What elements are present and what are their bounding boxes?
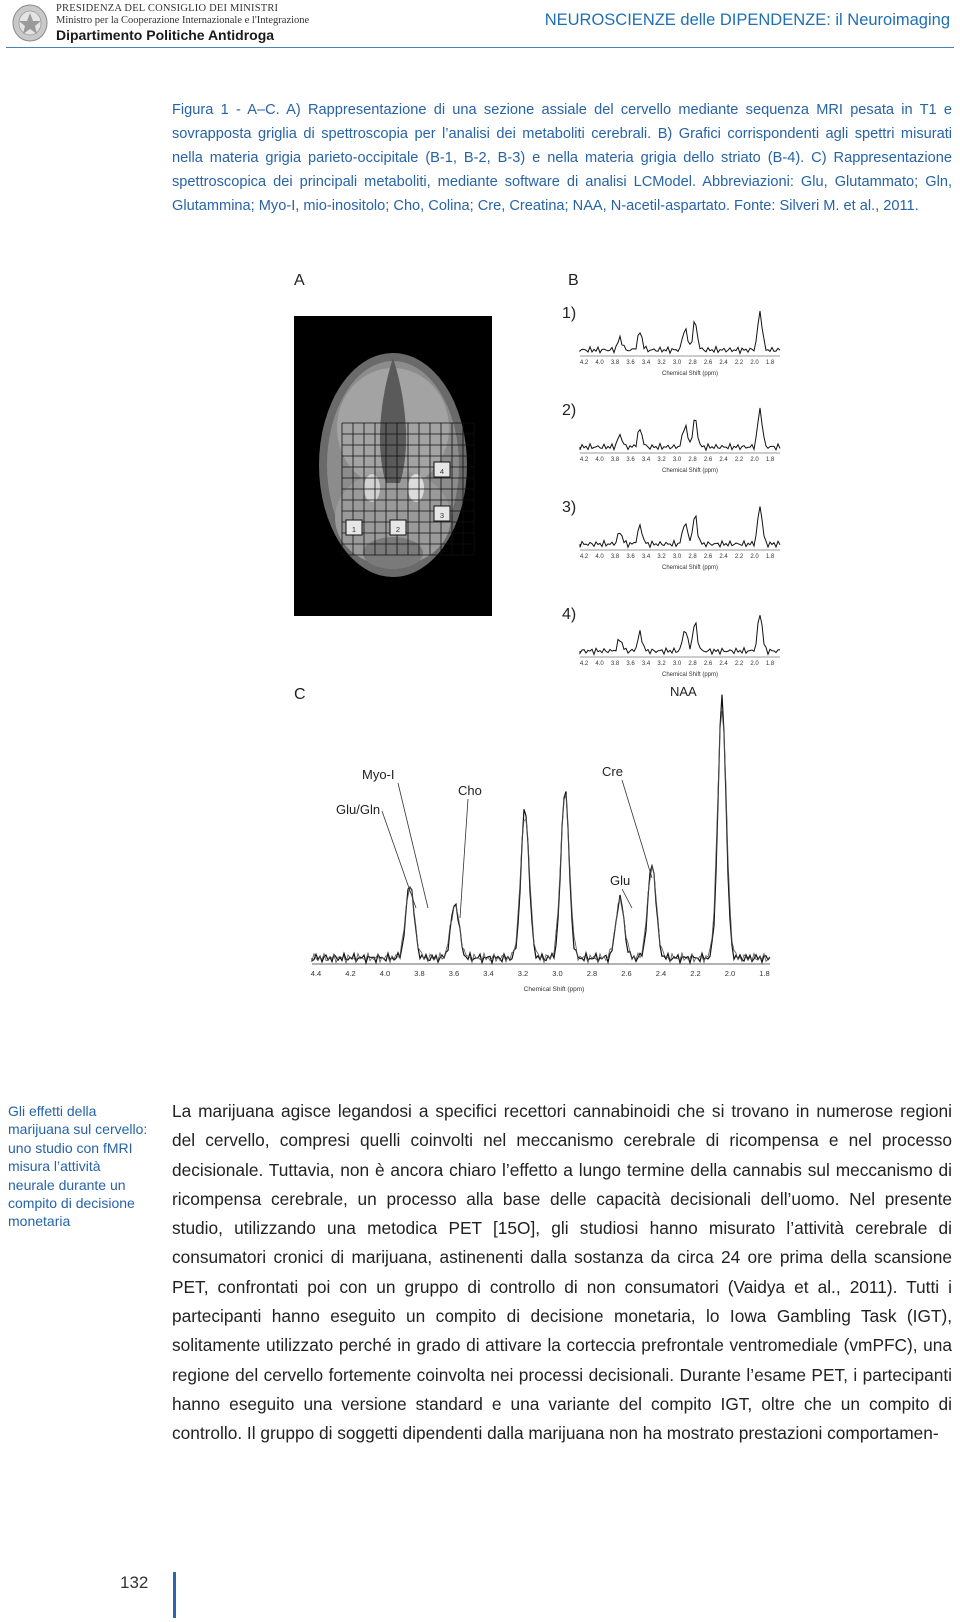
- panel-c-label: C: [294, 686, 306, 703]
- spectrum-tick-label: 3.0: [672, 661, 682, 667]
- spectrum-tick-label: 2.8: [688, 360, 697, 366]
- spectrum-tick-label: 2.8: [688, 457, 697, 463]
- spectrum-tick-label: 4.0: [595, 554, 604, 560]
- spectrum-tick-label: 3.8: [610, 661, 620, 667]
- spectrum-tick-label: 2.4: [719, 360, 728, 366]
- main-tick-label: 2.2: [690, 969, 701, 978]
- spectroscopy-figure: [290, 268, 950, 1028]
- spectrum-tick-label: 2.2: [734, 661, 744, 667]
- peak-label: Glu/Gln: [336, 802, 381, 817]
- main-spectrum-trace: [312, 711, 770, 963]
- spectrum-tick-label: 3.6: [626, 554, 635, 560]
- main-tick-label: 2.0: [724, 969, 736, 978]
- spectrum-tick-label: 3.6: [626, 661, 635, 667]
- voxel-label: 1: [351, 525, 357, 534]
- spectrum-tick-label: 4.2: [579, 554, 589, 560]
- spectrum-tick-label: 3.0: [672, 360, 682, 366]
- spectrum-tick-label: 1.8: [765, 360, 775, 366]
- organization-name: [56, 3, 356, 44]
- spectrum-tick-label: 3.4: [641, 360, 651, 366]
- peak-leader-line: [622, 780, 652, 878]
- spectrum-tick-label: 4.2: [579, 457, 589, 463]
- spectrum-tick-label: 2.2: [734, 554, 744, 560]
- voxel-label: 3: [439, 511, 445, 520]
- panel-a-label: A: [294, 272, 305, 289]
- spectrum-tick-label: 2.4: [719, 661, 728, 667]
- spectrum-trace: [580, 615, 780, 654]
- spectrum-tick-label: 3.8: [610, 457, 620, 463]
- main-tick-label: 2.4: [655, 969, 667, 978]
- org-line-presidenza: PRESIDENZA DEL CONSIGLIO DEI MINISTRI: [56, 3, 279, 14]
- spectrum-tick-label: 3.6: [626, 457, 635, 463]
- spectrum-tick-label: 3.2: [657, 457, 666, 463]
- spectrum-tick-label: 3.4: [641, 554, 651, 560]
- org-line-ministro: Ministro per la Cooperazione Internazionale e l'Integrazione: [56, 15, 310, 26]
- peak-label: Myo-I: [362, 767, 395, 782]
- spectrum-tick-label: 4.2: [579, 360, 589, 366]
- spectrum-tick-label: 3.2: [657, 554, 666, 560]
- spectrum-tick-label: 3.4: [641, 661, 651, 667]
- main-axis-title: Chemical Shift (ppm): [523, 986, 585, 993]
- spectrum-tick-label: 4.0: [595, 661, 604, 667]
- peak-label: Cho: [458, 783, 482, 798]
- panel-b-label: B: [568, 272, 579, 289]
- spectrum-tick-label: 2.0: [750, 554, 759, 560]
- voxel-label: 4: [439, 467, 445, 476]
- spectrum-index-label: 3): [562, 499, 577, 516]
- spectrum-axis-title: Chemical Shift (ppm): [661, 565, 719, 571]
- peak-leader-line: [622, 889, 632, 908]
- spectrum-tick-label: 3.8: [610, 554, 620, 560]
- spectrum-tick-label: 2.0: [750, 457, 759, 463]
- spectrum-tick-label: 2.2: [734, 457, 744, 463]
- main-tick-label: 3.6: [448, 969, 460, 978]
- spectrum-tick-label: 3.6: [626, 360, 635, 366]
- spectrum-tick-label: 2.6: [703, 554, 713, 560]
- spectrum-tick-label: 2.2: [734, 360, 744, 366]
- spectrum-tick-label: 2.4: [719, 554, 728, 560]
- main-tick-label: 3.0: [552, 969, 563, 978]
- main-tick-label: 4.4: [310, 969, 322, 978]
- spectrum-index-label: 2): [562, 402, 577, 419]
- running-title: NEUROSCIENZE delle DIPENDENZE: il Neuroimaging: [544, 11, 950, 29]
- spectrum-axis-title: Chemical Shift (ppm): [661, 371, 719, 377]
- spectrum-tick-label: 2.6: [703, 457, 713, 463]
- body-paragraph: La marijuana agisce legandosi a specifici recettori cannabinoidi che si trovano in numerose regioni del cervello, compresi quelli coinvolti nel meccanismo cerebrale di ricompensa e nel processo decisionale. Tuttavia, non è ancora chiaro l’effetto a lungo termine della cannabis sul meccanismo di ricompensa cerebrale, un processo alla base delle capacità decisionali dell’uomo. Nel presente studio, utilizzando una metodica PET [15O], gli studiosi hanno misurato l’attività cerebrale di consumatori cronici di marijuana, astinenenti dalla sostanza da circa 24 ore prima della scansione PET, confrontati poi con un gruppo di controllo di non consumatori (Vaidya et al., 2011). Tutti i partecipanti hanno eseguito un compito di decisione monetaria, lo Iowa Gambling Task (IGT), solitamente utilizzato perché in grado di attivare la corteccia prefrontale ventromediale (vmPFC), una regione del cervello fortemente coinvolta nei processi decisionali. Durante l’esame PET, i partecipanti hanno eseguito una versione standard e una variante del compito IGT, oltre che un compito di controllo. Il gruppo di soggetti dipendenti dalla marijuana non ha mostrato prestazioni comportamen-: [172, 1101, 952, 1444]
- main-spectrum-trace: [312, 695, 770, 963]
- main-tick-label: 4.2: [345, 969, 356, 978]
- mri-brain-image: [294, 316, 492, 616]
- spectrum-tick-label: 1.8: [765, 661, 775, 667]
- spectrum-tick-label: 3.2: [657, 661, 666, 667]
- spectrum-tick-label: 2.0: [750, 360, 759, 366]
- spectrum-axis-title: Chemical Shift (ppm): [661, 672, 719, 678]
- spectrum-tick-label: 3.0: [672, 457, 682, 463]
- header-divider: [6, 47, 954, 48]
- sidenote-summary: Gli effetti della marijuana sul cervello: uno studio con fMRI misura l’attività neurale durante un compito di decisione monetaria: [8, 1103, 148, 1230]
- peak-leader-line: [382, 811, 416, 908]
- spectrum-tick-label: 3.2: [657, 360, 666, 366]
- spectrum-tick-label: 3.4: [641, 457, 651, 463]
- spectrum-tick-label: 1.8: [765, 554, 775, 560]
- spectrum-tick-label: 4.0: [595, 457, 604, 463]
- page-number: 132: [120, 1573, 149, 1592]
- main-tick-label: 2.6: [621, 969, 632, 978]
- spectrum-trace: [580, 311, 780, 354]
- spectrum-tick-label: 1.8: [765, 457, 775, 463]
- main-tick-label: 1.8: [759, 969, 770, 978]
- peak-label: Cre: [602, 764, 623, 779]
- peak-label: Glu: [610, 873, 631, 888]
- org-line-dipartimento: Dipartimento Politiche Antidroga: [56, 27, 275, 43]
- main-tick-label: 3.2: [517, 969, 529, 978]
- government-emblem-icon: [6, 3, 54, 43]
- spectrum-tick-label: 2.8: [688, 554, 697, 560]
- spectrum-tick-label: 2.8: [688, 661, 697, 667]
- voxel-label: 2: [395, 525, 401, 534]
- spectrum-tick-label: 4.0: [595, 360, 604, 366]
- peak-leader-line: [460, 799, 468, 918]
- main-tick-label: 3.8: [414, 969, 425, 978]
- main-tick-label: 2.8: [586, 969, 598, 978]
- main-tick-label: 3.4: [483, 969, 494, 978]
- spectrum-axis-title: Chemical Shift (ppm): [661, 468, 719, 474]
- spectrum-tick-label: 3.0: [672, 554, 682, 560]
- footer-divider: [173, 1572, 176, 1618]
- peak-leader-line: [398, 783, 428, 908]
- main-tick-label: 4.0: [379, 969, 391, 978]
- spectrum-tick-label: 2.6: [703, 360, 713, 366]
- spectrum-tick-label: 2.4: [719, 457, 728, 463]
- peak-label: NAA: [670, 684, 697, 699]
- figure-caption: Figura 1 - A–C. A) Rappresentazione di una sezione assiale del cervello mediante sequenza MRI pesata in T1 e sovrapposta griglia di spettroscopia per l’analisi dei metaboliti cerebrali. B) Grafici corrispondenti agli spettri misurati nella materia grigia parieto-occipitale (B-1, B-2, B-3) e nella materia grigia dello striato (B-4). C) Rappresentazione spettroscopica dei principali metaboliti, mediante software di analisi LCModel. Abbreviazioni: Glu, Glutammato; Gln, Glutammina; Myo-I, mio-inositolo; Cho, Colina; Cre, Creatina; NAA, N-acetil-aspartato. Fonte: Silveri M. et al., 2011.: [172, 102, 952, 214]
- spectrum-index-label: 1): [562, 305, 577, 322]
- spectrum-tick-label: 2.0: [750, 661, 759, 667]
- spectrum-tick-label: 2.6: [703, 661, 713, 667]
- spectrum-tick-label: 3.8: [610, 360, 620, 366]
- spectrum-trace: [580, 408, 780, 450]
- spectrum-index-label: 4): [562, 606, 577, 623]
- spectrum-tick-label: 4.2: [579, 661, 589, 667]
- spectrum-trace: [580, 506, 780, 547]
